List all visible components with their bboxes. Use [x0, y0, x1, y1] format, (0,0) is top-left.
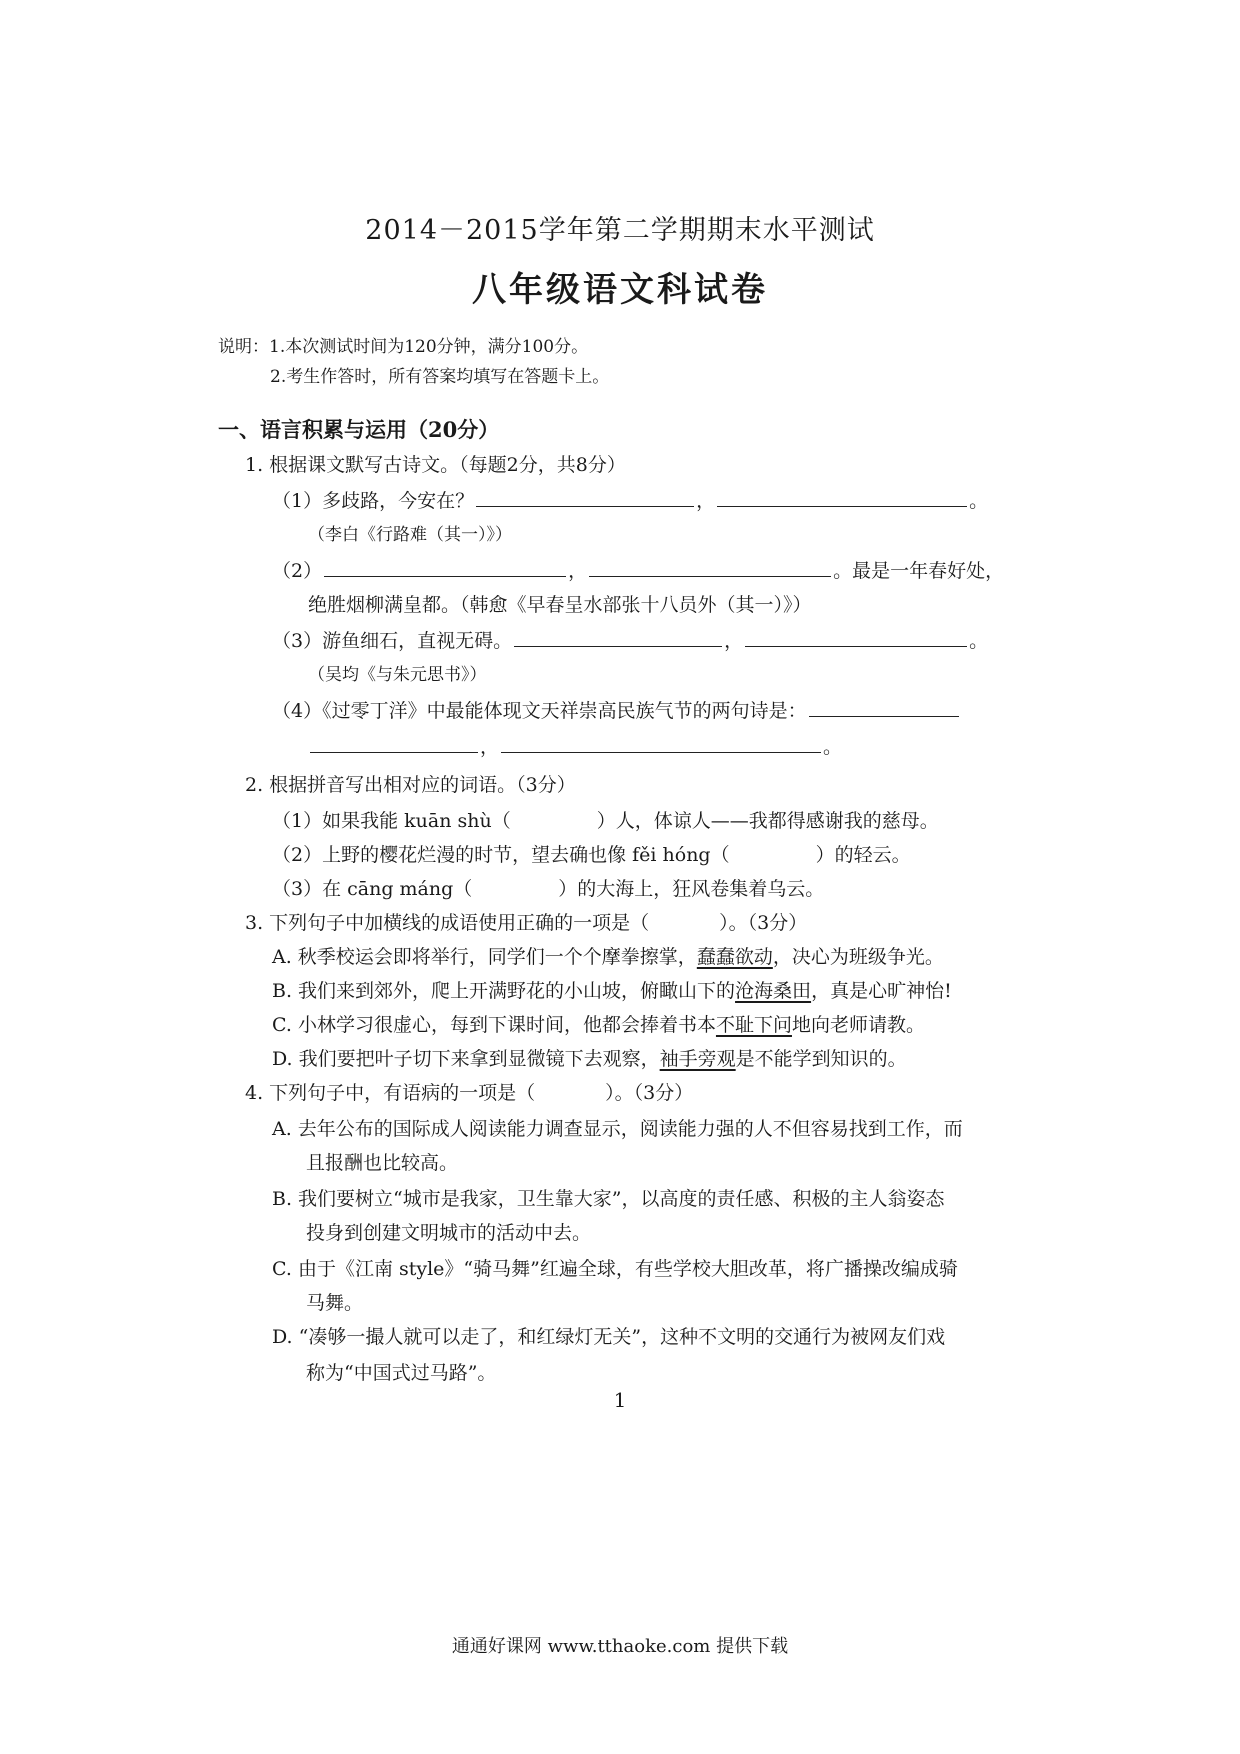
q1-item-3-source: （吴均《与朱元思书》）: [308, 665, 487, 685]
q1-item-4-blank-1b[interactable]: [310, 733, 478, 753]
q3-option-b-idiom: 沧海桑田: [735, 980, 812, 1002]
q3-option-b: [272, 976, 952, 1003]
q1-item-3: [272, 626, 988, 653]
q4-option-a-line-1: A. 去年公布的国际成人阅读能力调查显示，阅读能力强的人不但容易找到工作，而: [272, 1118, 963, 1140]
q1-item-3-comma: ，: [724, 630, 744, 652]
q2-item-3-post: ）的大海上，狂风卷集着乌云。: [558, 878, 825, 900]
q4-option-c-line-2: 马舞。: [306, 1292, 364, 1314]
q3-option-b-post: ，真是心旷神怡!: [811, 980, 952, 1002]
q1-item-4-comma: ，: [480, 736, 500, 758]
q1-item-1-source: （李白《行路难（其一）》）: [308, 525, 512, 545]
q3-option-a-idiom: 蠢蠢欲动: [696, 946, 773, 968]
q2-item-2-post: ）的轻云。: [815, 844, 911, 866]
q1-item-4-period: 。: [823, 736, 843, 758]
q1-item-1-prefix: （1）多歧路，今安在？: [272, 490, 475, 512]
q3-option-c-idiom: 不耻下问: [715, 1014, 792, 1036]
q3-option-a: [272, 942, 944, 969]
q2-item-2-pre: （2）上野的樱花烂漫的时节，望去确也像 fěi hóng（: [272, 844, 730, 866]
q2-item-1: [272, 806, 939, 833]
q1-item-1-period: 。: [969, 490, 989, 512]
q1-item-1-blank-2[interactable]: [717, 487, 967, 507]
exam-title: 2014－2015学年第二学期期末水平测试: [365, 215, 875, 246]
q1-item-4-blank-1a[interactable]: [809, 697, 959, 717]
q2-item-2: [272, 840, 911, 867]
q4-stem-pre: 4. 下列句子中，有语病的一项是（: [245, 1082, 536, 1104]
q4-option-b-line-1: B. 我们要树立“城市是我家，卫生靠大家”，以高度的责任感、积极的主人翁姿态: [272, 1188, 945, 1210]
q3-option-a-post: ，决心为班级争光。: [772, 946, 944, 968]
q1-item-2-line-2: 绝胜烟柳满皇都。（韩愈《早春呈水部张十八员外（其一）》）: [308, 594, 812, 616]
q1-item-1: [272, 486, 988, 513]
q1-item-2-prefix: （2）: [272, 560, 323, 582]
q4-stem: [245, 1078, 693, 1105]
q1-item-4: [272, 696, 961, 723]
q1-item-3-period: 。: [969, 630, 989, 652]
q1-item-3-blank-1[interactable]: [514, 627, 722, 647]
q3-option-a-pre: A. 秋季校运会即将举行，同学们一个个摩拳擦掌，: [272, 946, 697, 968]
q1-item-4-blank-2[interactable]: [501, 733, 821, 753]
q1-item-1-blank-1[interactable]: [476, 487, 694, 507]
q3-option-b-pre: B. 我们来到郊外，爬上开满野花的小山坡，俯瞰山下的: [272, 980, 736, 1002]
q1-item-2-suffix: 。最是一年春好处，: [833, 560, 1005, 582]
q4-option-a-line-2: 且报酬也比较高。: [306, 1152, 459, 1174]
q3-option-d-idiom: 袖手旁观: [659, 1048, 736, 1070]
q4-option-d-line-2: 称为“中国式过马路”。: [306, 1362, 497, 1384]
q3-stem: [245, 908, 807, 935]
note-line-2: 2.考生作答时，所有答案均填写在答题卡上。: [270, 367, 610, 387]
q1-item-4-prefix: （4）《过零丁洋》中最能体现文天祥崇高民族气节的两句诗是：: [272, 700, 807, 722]
q2-item-3: [272, 874, 824, 901]
q3-option-c: [272, 1010, 925, 1037]
note-line-1: 说明：1.本次测试时间为120分钟，满分100分。: [218, 337, 589, 357]
q2-stem: 2. 根据拼音写出相对应的词语。（3分）: [245, 774, 576, 796]
q2-item-3-pre: （3）在 cāng máng（: [272, 878, 473, 900]
q3-option-d-post: 是不能学到知识的。: [735, 1048, 907, 1070]
footer-credit: 通通好课网 www.tthaoke.com 提供下载: [451, 1636, 789, 1657]
q1-item-4-line-2: [308, 732, 842, 759]
q1-stem: 1. 根据课文默写古诗文。（每题2分，共8分）: [245, 454, 626, 476]
q1-item-2-blank-2[interactable]: [589, 557, 831, 577]
q1-item-3-blank-2[interactable]: [745, 627, 967, 647]
paper-title: 八年级语文科试卷: [472, 270, 768, 310]
q1-item-2: [272, 556, 1004, 583]
q2-item-1-pre: （1）如果我能 kuān shù（: [272, 810, 511, 832]
q1-item-2-blank-1[interactable]: [324, 557, 566, 577]
q3-option-c-post: 地向老师请教。: [791, 1014, 925, 1036]
q4-option-b-line-2: 投身到创建文明城市的活动中去。: [306, 1222, 592, 1244]
q2-item-1-post: ）人，体谅人——我都得感谢我的慈母。: [596, 810, 939, 832]
q4-option-c-line-1: C. 由于《江南 style》“骑马舞”红遍全球，有些学校大胆改革，将广播操改编成骑: [272, 1258, 958, 1280]
q1-item-1-comma: ，: [696, 490, 716, 512]
q3-stem-post: ）。（3分）: [719, 912, 808, 934]
q4-option-d-line-1: D. “凑够一撮人就可以走了，和红绿灯无关”，这种不文明的交通行为被网友们戏: [272, 1326, 946, 1348]
q3-stem-pre: 3. 下列句子中加横线的成语使用正确的一项是（: [245, 912, 650, 934]
q4-stem-post: ）。（3分）: [605, 1082, 694, 1104]
section-1-title: 一、语言积累与运用（20分）: [218, 417, 500, 442]
page-number: 1: [613, 1388, 627, 1412]
q3-option-d: [272, 1044, 907, 1071]
q3-option-d-pre: D. 我们要把叶子切下来拿到显微镜下去观察，: [272, 1048, 660, 1070]
q3-option-c-pre: C. 小林学习很虚心，每到下课时间，他都会捧着书本: [272, 1014, 716, 1036]
q1-item-3-prefix: （3）游鱼细石，直视无碍。: [272, 630, 513, 652]
q1-item-2-comma: ，: [568, 560, 588, 582]
